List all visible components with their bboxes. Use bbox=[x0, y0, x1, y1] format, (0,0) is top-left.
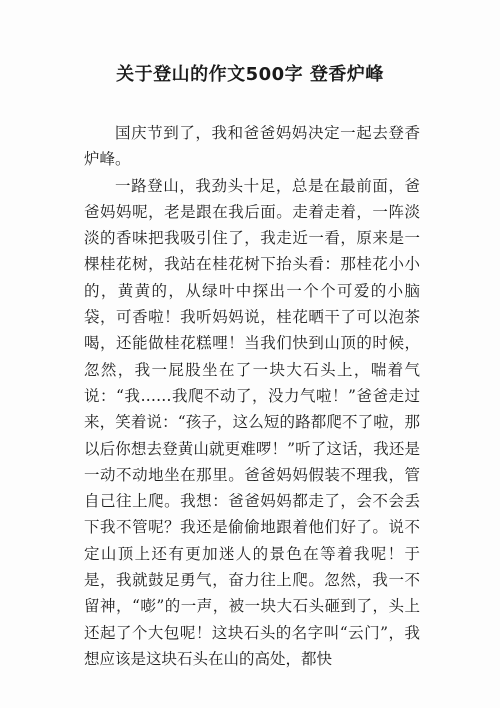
paragraph-1: 国庆节到了，我和爸爸妈妈决定一起去登香炉峰。 bbox=[84, 124, 420, 169]
document-title: 关于登山的作文500字 登香炉峰 bbox=[116, 64, 384, 85]
document-body bbox=[84, 120, 420, 672]
paragraph-2: 一路登山，我劲头十足，总是在最前面，爸爸妈妈呢，老是跟在我后面。走着走着，一阵淡淡的香味把我吸引住了，我走近一看，原来是一棵桂花树，我站在桂花树下抬头看：那桂花小小的，黄黄的，从绿叶中探出一个个可爱的小脑袋，可香啦！我听妈妈说，桂花晒干了可以泡茶喝，还能做桂花糕哩！当我们快到山顶的时候，忽然，我一屁股坐在了一块大石头上，喘着气说：“我……我爬不动了，没力气啦！”爸爸走过来，笑着说：“孩子，这么短的路都爬不了啦，那以后你想去登黄山就更难啰！”听了这话，我还是一动不动地坐在那里。爸爸妈妈假装不理我，管自己往上爬。我想：爸爸妈妈都走了，会不会丢下我不管呢？我还是偷偷地跟着他们好了。说不定山顶上还有更加迷人的景色在等着我呢！于是，我就鼓足勇气，奋力往上爬。忽然，我一不留神，“嘭”的一声，被一块大石头砸到了，头上还起了个大包呢！这块石头的名字叫“云门”，我想应该是这块石头在山的高处，都快 bbox=[84, 176, 420, 668]
